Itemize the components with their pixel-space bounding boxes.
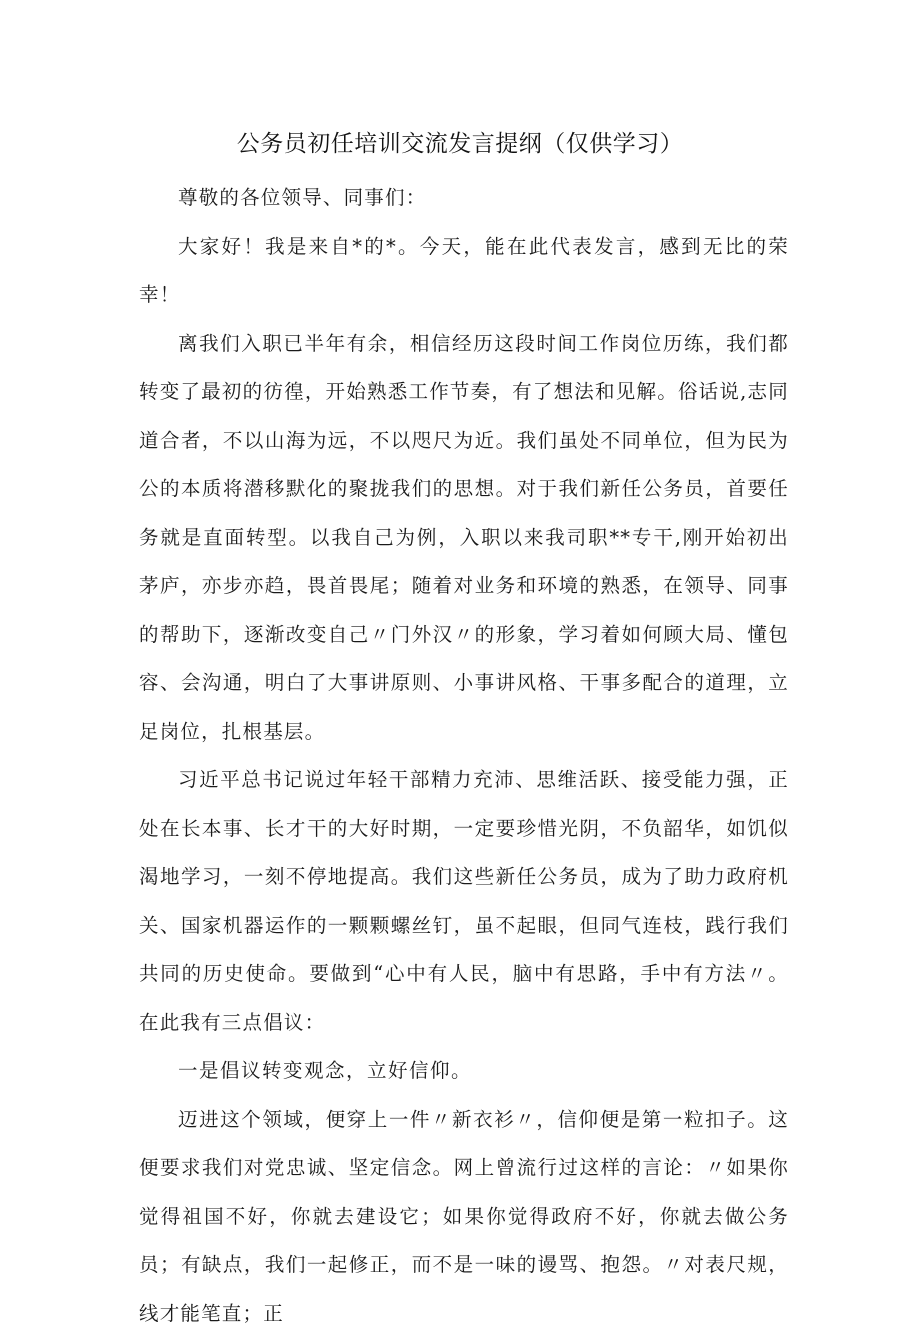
- salutation-paragraph: 尊敬的各位领导、同事们：: [139, 174, 789, 223]
- document-title: 公务员初任培训交流发言提纲（仅供学习）: [0, 126, 920, 162]
- body-paragraph: 迈进这个领域，便穿上一件〃新衣衫〃，信仰便是第一粒扣子。这便要求我们对党忠诚、坚定信念。网上曾流行过这样的言论：〃如果你觉得祖国不好，你就去建设它；如果你觉得政府不好，你就去做公务员；有缺点，我们一起修正，而不是一味的谩骂、抱怨。〃对表尺规，线才能笔直；正: [139, 1096, 789, 1338]
- body-paragraph: 习近平总书记说过年轻干部精力充沛、思维活跃、接受能力强，正处在长本事、长才干的大好时期，一定要珍惜光阴，不负韶华，如饥似渴地学习，一刻不停地提高。我们这些新任公务员，成为了助力政府机关、国家机器运作的一颗颗螺丝钉，虽不起眼，但同气连枝，践行我们共同的历史使命。要做到“心中有人民，脑中有思路，手中有方法〃。在此我有三点倡议：: [139, 756, 789, 1047]
- body-paragraph: 离我们入职已半年有余，相信经历这段时间工作岗位历练，我们都转变了最初的彷徨，开始熟悉工作节奏，有了想法和见解。俗话说,志同道合者，不以山海为远，不以咫尺为近。我们虽处不同单位，但为民为公的本质将潜移默化的聚拢我们的思想。对于我们新任公务员，首要任务就是直面转型。以我自己为例，入职以来我司职**专干,刚开始初出茅庐，亦步亦趋，畏首畏尾；随着对业务和环境的熟悉，在领导、同事的帮助下，逐渐改变自己〃门外汉〃的形象，学习着如何顾大局、懂包容、会沟通，明白了大事讲原则、小事讲风格、干事多配合的道理，立足岗位，扎根基层。: [139, 320, 789, 757]
- document-body: [139, 174, 789, 1338]
- greeting-paragraph: 大家好！我是来自*的*。今天，能在此代表发言，感到无比的荣幸！: [139, 223, 789, 320]
- proposal-heading: 一是倡议转变观念，立好信仰。: [139, 1047, 789, 1096]
